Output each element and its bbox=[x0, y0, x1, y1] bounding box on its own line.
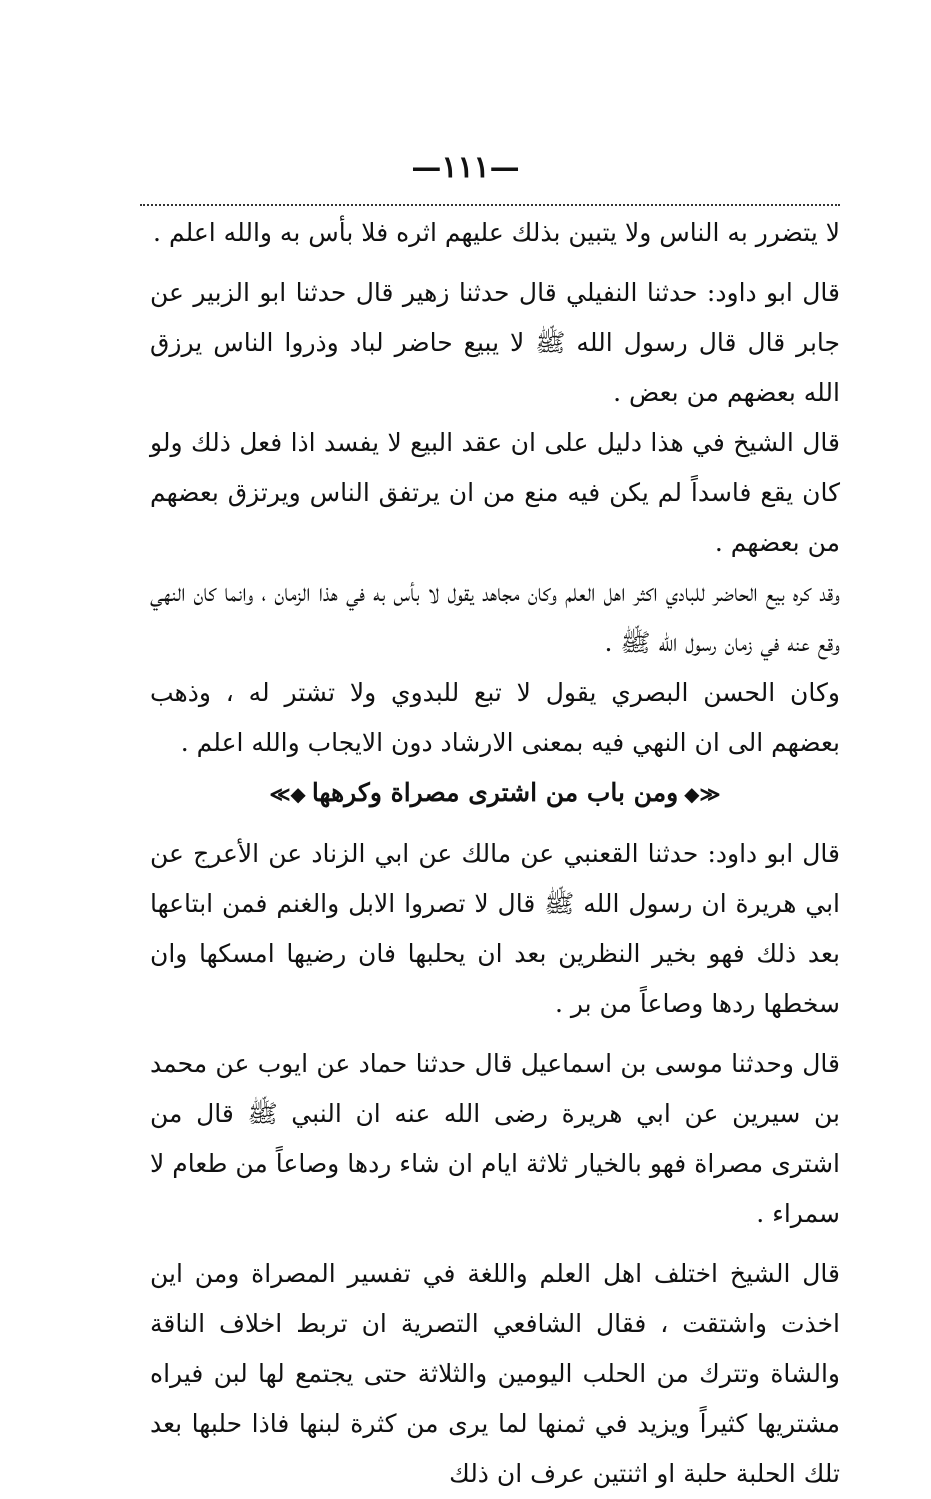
body-text bbox=[150, 208, 840, 1499]
heading-ornament-right: ≪◆ bbox=[684, 782, 721, 806]
heading-text: ومن باب من اشترى مصراة وكرهها bbox=[311, 778, 679, 807]
paragraph-3: قال الشيخ في هذا دليل على ان عقد البيع لا يفسد اذا فعل ذلك ولو كان يقع فاسداً لم يكن فيه منع من ان يرتفق الناس ويرتزق بعضهم من بعضهم . bbox=[150, 428, 840, 557]
page-number: —١١١— bbox=[411, 150, 520, 185]
paragraph-7: قال وحدثنا موسى بن اسماعيل قال حدثنا حماد عن ايوب عن محمد بن سيرين عن ابي هريرة رضى الله عنه ان النبي ﷺ قال من اشترى مصراة فهو بالخيار ثلاثة ايام ان شاء ردها وصاعاً من طعام لا سمراء . bbox=[150, 1049, 840, 1228]
paragraph-4: وقد كره بيع الحاضر للبادي اكثر اهل العلم وكان مجاهد يقول لا بأس به في هذا الزمان ، وانما كان النهي وقع عنه في زمان رسول الله ﷺ . bbox=[150, 578, 840, 657]
heading-ornament-left: ◆≫ bbox=[269, 782, 306, 806]
header-rule bbox=[140, 204, 840, 206]
paragraph-8: قال الشيخ اختلف اهل العلم واللغة في تفسير المصراة ومن اين اخذت واشتقت ، فقال الشافعي التصرية ان تربط اخلاف الناقة والشاة وتترك من الحلب اليومين والثلاثة حتى يجتمع لها لبن فيراه مشتريها كثيراً ويزيد في ثمنها لما يرى من كثرة لبنها فاذا حلبها بعد تلك الحلبة حلبة او اثنتين عرف ان ذلك bbox=[150, 1259, 840, 1488]
paragraph-2: قال ابو داود: حدثنا النفيلي قال حدثنا زهير قال حدثنا ابو الزبير عن جابر قال قال رسول الله ﷺ لا يبيع حاضر لباد وذروا الناس يرزق الله بعضهم من بعض . bbox=[150, 278, 840, 407]
paragraph-1: لا يتضرر به الناس ولا يتبين بذلك عليهم اثره فلا بأس به والله اعلم . bbox=[153, 218, 840, 247]
paragraph-6: قال ابو داود: حدثنا القعنبي عن مالك عن ابي الزناد عن الأعرج عن ابي هريرة ان رسول الله ﷺ قال لا تصروا الابل والغنم فمن ابتاعها بعد ذلك فهو بخير النظرين بعد ان يحلبها فان رضيها امسكها وان سخطها ردها وصاعاً من بر . bbox=[150, 839, 840, 1018]
paragraph-5: وكان الحسن البصري يقول لا تبع للبدوي ولا تشتر له ، وذهب بعضهم الى ان النهي فيه بمعنى الارشاد دون الايجاب والله اعلم . bbox=[150, 678, 841, 757]
section-heading bbox=[150, 768, 840, 819]
